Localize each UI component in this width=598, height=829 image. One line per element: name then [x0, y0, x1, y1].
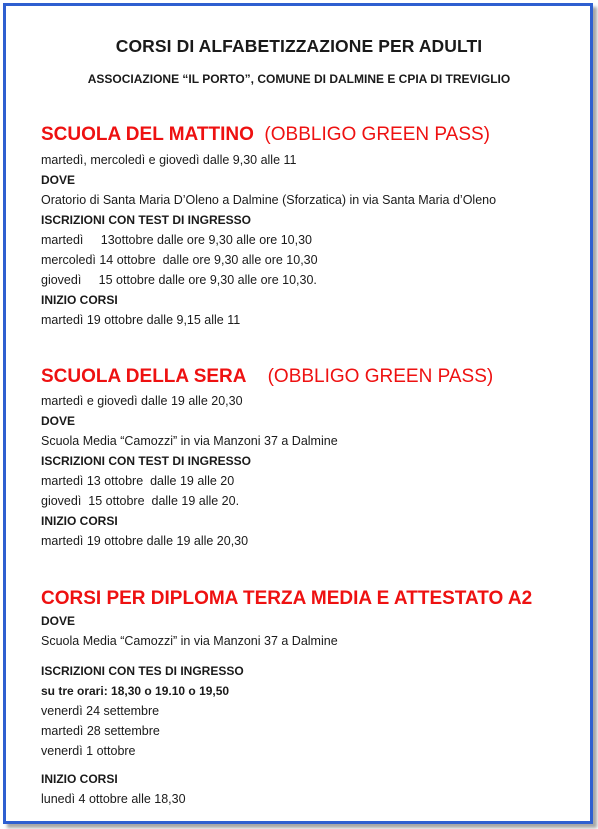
start-label: INIZIO CORSI	[41, 772, 118, 786]
location-text: Scuola Media “Camozzi” in via Manzoni 37 a Dalmine	[41, 434, 338, 448]
location-text: Oratorio di Santa Maria D’Oleno a Dalmine (Sforzatica) in via Santa Maria d’Oleno	[41, 193, 497, 207]
section-heading-diploma	[41, 588, 532, 610]
enrollment-date: martedì 13 ottobre dalle 19 alle 20	[41, 474, 235, 488]
enrollment-date: giovedì 15 ottobre dalle ore 9,30 alle ore 10,30.	[41, 273, 317, 287]
dove-label: DOVE	[41, 173, 76, 187]
enrollment-label: ISCRIZIONI CON TEST DI INGRESSO	[41, 213, 252, 227]
section-note: (OBBLIGO GREEN PASS)	[267, 366, 494, 387]
dove-label: DOVE	[41, 614, 76, 628]
start-text: martedì 19 ottobre dalle 9,15 alle 11	[41, 313, 241, 327]
enrollment-date: martedì 13ottobre dalle ore 9,30 alle ore 10,30	[41, 233, 313, 247]
schedule-text: martedì e giovedì dalle 19 alle 20,30	[41, 394, 243, 408]
dove-label: DOVE	[41, 414, 76, 428]
section-heading-mattino	[41, 124, 490, 146]
time-slots: su tre orari: 18,30 o 19.10 o 19,50	[41, 684, 230, 698]
enrollment-date: venerdì 1 ottobre	[41, 744, 136, 758]
enrollment-date: giovedì 15 ottobre dalle 19 alle 20.	[41, 494, 240, 508]
enrollment-label: ISCRIZIONI CON TES DI INGRESSO	[41, 664, 244, 678]
schedule-text: martedì, mercoledì e giovedì dalle 9,30 alle 11	[41, 153, 297, 167]
page-subtitle: ASSOCIAZIONE “IL PORTO”, COMUNE DI DALMINE E CPIA DI TREVIGLIO	[87, 72, 511, 86]
start-text: lunedì 4 ottobre alle 18,30	[41, 792, 186, 806]
section-note: (OBBLIGO GREEN PASS)	[264, 124, 491, 145]
enrollment-date: martedì 28 settembre	[41, 724, 160, 738]
section-heading-sera	[41, 366, 493, 388]
enrollment-date: venerdì 24 settembre	[41, 704, 160, 718]
enrollment-label: ISCRIZIONI CON TEST DI INGRESSO	[41, 454, 252, 468]
section-heading-text: CORSI PER DIPLOMA TERZA MEDIA E ATTESTATO A2	[41, 588, 533, 609]
start-label: INIZIO CORSI	[41, 514, 118, 528]
start-label: INIZIO CORSI	[41, 293, 118, 307]
section-heading-text: SCUOLA DELLA SERA	[41, 366, 247, 387]
start-text: martedì 19 ottobre dalle 19 alle 20,30	[41, 534, 249, 548]
page-title: CORSI DI ALFABETIZZAZIONE PER ADULTI	[115, 36, 483, 56]
location-text: Scuola Media “Camozzi” in via Manzoni 37 a Dalmine	[41, 634, 338, 648]
section-heading-text: SCUOLA DEL MATTINO	[41, 124, 254, 145]
enrollment-date: mercoledì 14 ottobre dalle ore 9,30 alle ore 10,30	[41, 253, 318, 267]
